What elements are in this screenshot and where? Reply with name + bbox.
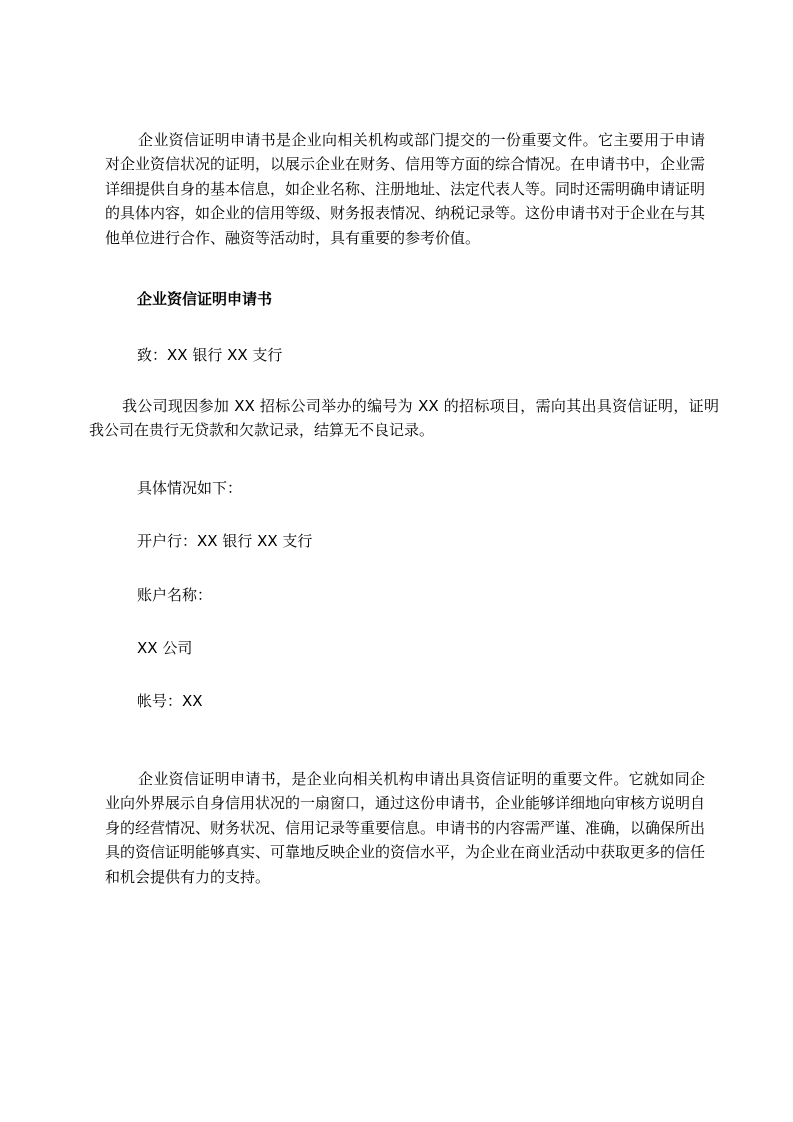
recipient-line: 致：XX 银行 XX 支行 — [137, 346, 283, 364]
request-body-paragraph: 我公司现因参加 XX 招标公司举办的编号为 XX 的招标项目，需向其出具资信证明，证明我公司在贵行无贷款和欠款记录，结算无不良记录。 — [89, 397, 719, 440]
bank-line: 开户行：XX 银行 XX 支行 — [137, 532, 313, 550]
account-number-line: 帐号：XX — [137, 692, 203, 710]
details-heading: 具体情况如下： — [137, 479, 243, 497]
intro-paragraph: 企业资信证明申请书是企业向相关机构或部门提交的一份重要文件。它主要用于申请对企业资信状况的证明，以展示企业在财务、信用等方面的综合情况。在申请书中，企业需详细提供自身的基本信息，如企业名称、注册地址、法定代表人等。同时还需明确申请证明的具体内容，如企业的信用等级、财务报表情况、纳税记录等。这份申请书对于企业在与其他单位进行合作、融资等活动时，具有重要的参考价值。 — [105, 131, 706, 247]
document-title: 企业资信证明申请书 — [137, 290, 273, 308]
company-name: XX 公司 — [137, 639, 193, 657]
account-name-label: 账户名称： — [137, 586, 213, 604]
summary-paragraph: 企业资信证明申请书，是企业向相关机构申请出具资信证明的重要文件。它就如同企业向外界展示自身信用状况的一扇窗口，通过这份申请书，企业能够详细地向审核方说明自身的经营情况、财务状况、信用记录等重要信息。申请书的内容需严谨、准确，以确保所出具的资信证明能够真实、可靠地反映企业的资信水平，为企业在商业活动中获取更多的信任和机会提供有力的支持。 — [105, 770, 706, 886]
